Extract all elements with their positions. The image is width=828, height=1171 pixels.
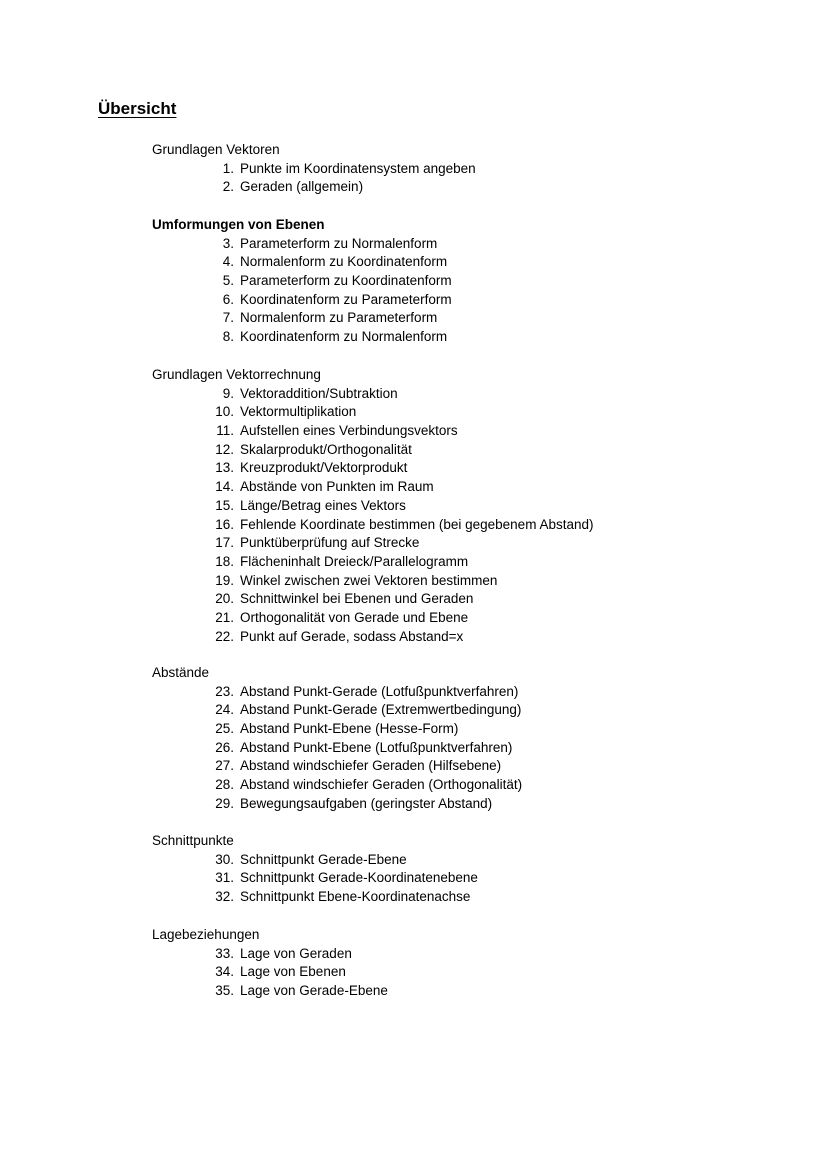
list-item-number: 13. xyxy=(215,460,234,476)
section xyxy=(152,366,594,646)
list-item-text: Fehlende Koordinate bestimmen (bei gegebenem Abstand) xyxy=(240,516,594,532)
list-item-text: Vektoraddition/Subtraktion xyxy=(240,385,398,401)
list-item-text: Abstand windschiefer Geraden (Hilfsebene) xyxy=(240,758,502,774)
list-item-number: 22. xyxy=(215,628,234,644)
list-item xyxy=(152,757,502,776)
list-item-number: 24. xyxy=(215,702,234,718)
list-item xyxy=(152,403,357,422)
list-item xyxy=(152,869,478,888)
list-item-text: Länge/Betrag eines Vektors xyxy=(240,497,406,513)
list-item xyxy=(152,776,523,795)
page-title: Übersicht xyxy=(98,99,177,118)
list-item-number: 20. xyxy=(215,591,234,607)
list-item-text: Schnittwinkel bei Ebenen und Geraden xyxy=(240,591,474,607)
section xyxy=(152,216,452,347)
list-item-text: Kreuzprodukt/Vektorprodukt xyxy=(240,460,408,476)
list-item-number: 4. xyxy=(222,254,234,270)
list-item-text: Schnittpunkt Ebene-Koordinatenachse xyxy=(240,889,471,905)
list-item-text: Abstand Punkt-Ebene (Lotfußpunktverfahren) xyxy=(240,739,513,755)
list-item-number: 34. xyxy=(215,964,234,980)
list-item-text: Lage von Ebenen xyxy=(240,964,346,980)
list-item xyxy=(152,572,498,591)
list-item xyxy=(152,945,352,964)
section xyxy=(152,832,478,907)
section xyxy=(152,664,523,814)
section-title: Lagebeziehungen xyxy=(152,927,260,942)
list-item xyxy=(152,422,458,441)
section-title: Grundlagen Vektorrechnung xyxy=(152,367,321,382)
list-item xyxy=(152,683,519,702)
list-item xyxy=(152,441,412,460)
list-item xyxy=(152,701,522,720)
list-item-text: Abstand Punkt-Gerade (Lotfußpunktverfahren) xyxy=(240,683,519,699)
section-title: Abstände xyxy=(152,665,210,680)
list-item-text: Normalenform zu Parameterform xyxy=(240,310,438,326)
list-item-number: 30. xyxy=(215,851,234,867)
list-item xyxy=(152,272,452,291)
list-item-number: 23. xyxy=(215,683,234,699)
list-item-number: 28. xyxy=(215,777,234,793)
list-item-text: Abstand Punkt-Ebene (Hesse-Form) xyxy=(240,721,459,737)
list-item-number: 31. xyxy=(215,870,234,886)
list-item-text: Lage von Geraden xyxy=(240,945,352,961)
list-item xyxy=(152,459,408,478)
list-item xyxy=(152,590,474,609)
list-item-number: 5. xyxy=(222,273,234,289)
section xyxy=(152,926,388,1001)
list-item xyxy=(152,720,459,739)
list-item-number: 21. xyxy=(215,609,234,625)
list-item-text: Skalarprodukt/Orthogonalität xyxy=(240,441,412,457)
list-item-text: Lage von Gerade-Ebene xyxy=(240,983,388,999)
list-item-number: 17. xyxy=(215,535,234,551)
list-item-text: Schnittpunkt Gerade-Ebene xyxy=(240,851,407,867)
list-item-text: Geraden (allgemein) xyxy=(240,179,364,195)
list-item xyxy=(152,609,469,628)
list-item-number: 8. xyxy=(222,329,234,345)
list-item-number: 10. xyxy=(215,404,234,420)
section-title: Schnittpunkte xyxy=(152,833,234,848)
list-item xyxy=(152,309,438,328)
list-item xyxy=(152,291,452,310)
list-item-number: 26. xyxy=(215,739,234,755)
list-item-number: 25. xyxy=(215,721,234,737)
section-title: Grundlagen Vektoren xyxy=(152,142,280,157)
list-item-number: 7. xyxy=(222,310,234,326)
list-item-number: 3. xyxy=(222,235,234,251)
list-item-text: Punktüberprüfung auf Strecke xyxy=(240,535,420,551)
list-item-text: Parameterform zu Normalenform xyxy=(240,235,438,251)
list-item xyxy=(152,516,594,535)
list-item-text: Schnittpunkt Gerade-Koordinatenebene xyxy=(240,870,478,886)
list-item-text: Winkel zwischen zwei Vektoren bestimmen xyxy=(240,572,498,588)
list-item xyxy=(152,253,448,272)
list-item-text: Orthogonalität von Gerade und Ebene xyxy=(240,609,469,625)
section-title: Umformungen von Ebenen xyxy=(152,217,325,232)
list-item-number: 33. xyxy=(215,945,234,961)
list-item-text: Bewegungsaufgaben (geringster Abstand) xyxy=(240,795,493,811)
list-item-text: Koordinatenform zu Parameterform xyxy=(240,291,452,307)
list-item-text: Flächeninhalt Dreieck/Parallelogramm xyxy=(240,553,469,569)
list-item-text: Parameterform zu Koordinatenform xyxy=(240,273,452,289)
list-item-number: 12. xyxy=(215,441,234,457)
list-item xyxy=(152,982,388,1001)
list-item-text: Vektormultiplikation xyxy=(240,404,357,420)
list-item-text: Abstände von Punkten im Raum xyxy=(240,479,434,495)
section xyxy=(152,141,476,197)
list-item-number: 27. xyxy=(215,758,234,774)
list-item xyxy=(152,235,438,254)
list-item xyxy=(152,497,406,516)
list-item-number: 9. xyxy=(222,385,234,401)
list-item-number: 18. xyxy=(215,553,234,569)
list-item xyxy=(152,851,407,870)
list-item xyxy=(152,328,448,347)
list-item xyxy=(152,478,434,497)
list-item-number: 29. xyxy=(215,795,234,811)
list-item xyxy=(152,553,469,572)
list-item-number: 11. xyxy=(216,423,234,439)
list-item xyxy=(152,385,398,404)
list-item-text: Abstand windschiefer Geraden (Orthogonalität) xyxy=(240,777,523,793)
list-item-text: Aufstellen eines Verbindungsvektors xyxy=(240,423,458,439)
list-item-text: Abstand Punkt-Gerade (Extremwertbedingung) xyxy=(240,702,522,718)
list-item-number: 15. xyxy=(215,497,234,513)
list-item-text: Punkt auf Gerade, sodass Abstand=x xyxy=(240,628,464,644)
list-item xyxy=(152,534,420,553)
list-item xyxy=(152,795,493,814)
list-item-number: 35. xyxy=(215,983,234,999)
list-item-number: 32. xyxy=(215,889,234,905)
list-item-text: Koordinatenform zu Normalenform xyxy=(240,329,448,345)
list-item-number: 2. xyxy=(222,179,234,195)
list-item xyxy=(152,963,346,982)
list-item-number: 19. xyxy=(215,572,234,588)
list-item xyxy=(152,178,364,197)
list-item-text: Normalenform zu Koordinatenform xyxy=(240,254,448,270)
list-item xyxy=(152,739,513,758)
list-item-number: 1. xyxy=(222,160,234,176)
list-item xyxy=(152,888,471,907)
list-item-number: 16. xyxy=(215,516,234,532)
list-item-number: 14. xyxy=(215,479,234,495)
list-item xyxy=(152,628,464,647)
list-item xyxy=(152,160,476,179)
list-item-number: 6. xyxy=(222,291,234,307)
list-item-text: Punkte im Koordinatensystem angeben xyxy=(240,160,476,176)
